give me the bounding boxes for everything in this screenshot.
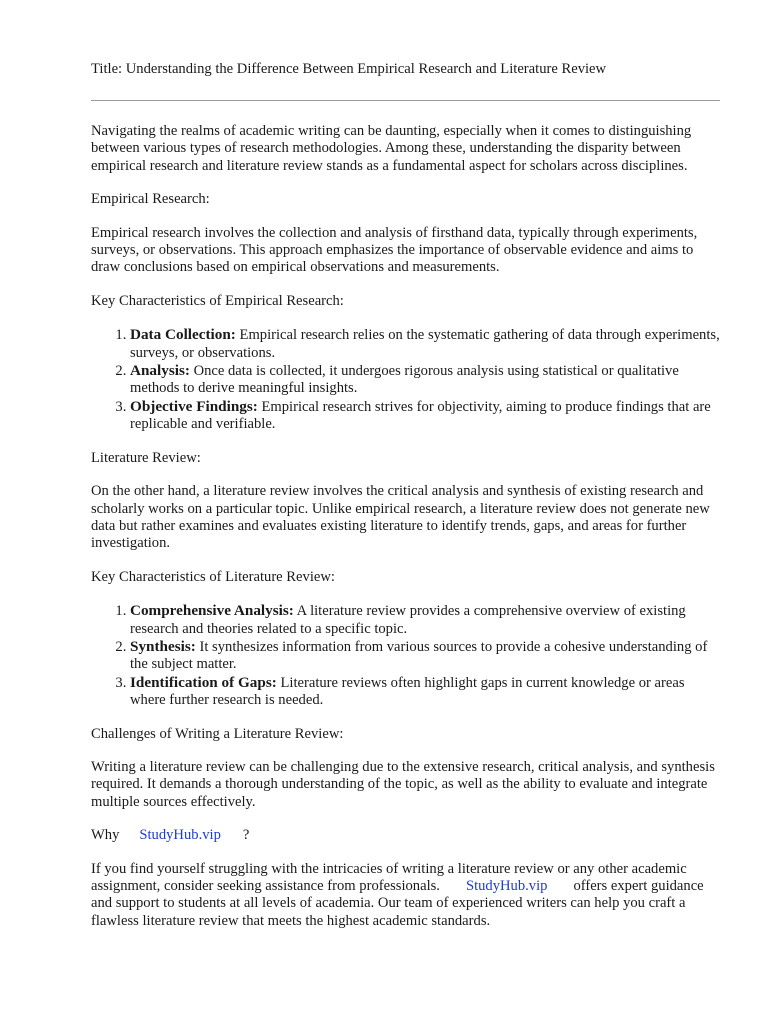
intro-paragraph: Navigating the realms of academic writing can be daunting, especially when it comes to distinguishing between various types of research methodologies. Among these, understanding the disparity between empirical research and literature review stands as a fundamental aspect for scholars across disciplines.: [91, 123, 692, 174]
why-line: [91, 827, 723, 844]
list-item-term: Identification of Gaps:: [130, 673, 277, 691]
list-item-text: Empirical research strives for objectivity, aiming to produce findings that are replicable and verifiable.: [130, 398, 711, 433]
list-item: [130, 638, 723, 674]
why-suffix: ?: [242, 827, 250, 844]
list-item-term: Comprehensive Analysis:: [130, 602, 294, 620]
list-item-term: Objective Findings:: [130, 397, 258, 415]
empirical-heading: Empirical Research:: [91, 191, 210, 208]
literature-characteristics-list: [91, 602, 723, 709]
list-item: [130, 674, 723, 710]
empirical-paragraph: Empirical research involves the collection and analysis of firsthand data, typically through experiments, surveys, or observations. This approach emphasizes the importance of observable evidence and aims to draw conclusions based on empirical observations and measurements.: [91, 224, 698, 276]
why-prefix: Why: [91, 827, 120, 844]
title-divider: [91, 100, 720, 101]
list-item: [130, 326, 723, 362]
literature-heading: Literature Review:: [91, 449, 201, 466]
list-item-term: Synthesis:: [130, 637, 196, 655]
list-item: [130, 398, 723, 434]
literature-list-heading: Key Characteristics of Literature Review:: [91, 568, 335, 585]
empirical-characteristics-list: [91, 326, 723, 433]
challenges-heading: Challenges of Writing a Literature Review:: [91, 725, 344, 742]
list-item-text: Literature reviews often highlight gaps in current knowledge or areas where further research is needed.: [130, 674, 685, 709]
empirical-list-heading: Key Characteristics of Empirical Research:: [91, 292, 344, 309]
document-title: Title: Understanding the Difference Between Empirical Research and Literature Review: [91, 61, 607, 77]
closing-text-before: If you find yourself struggling with the intricacies of writing a literature review or any other academic assignment, consider seeking assistance from professionals.: [91, 860, 687, 894]
list-item: [130, 602, 723, 638]
list-item-term: Data Collection:: [130, 326, 236, 344]
list-item: [130, 362, 723, 398]
studyhub-link-inline[interactable]: StudyHub.vip: [465, 878, 548, 894]
studyhub-link[interactable]: StudyHub.vip: [139, 827, 221, 844]
list-item-text: It synthesizes information from various sources to provide a cohesive understanding of the subject matter.: [130, 638, 708, 673]
list-item-text: Once data is collected, it undergoes rigorous analysis using statistical or qualitative methods to derive meaningful insights.: [130, 363, 679, 397]
document-body: [91, 123, 723, 946]
challenges-paragraph: Writing a literature review can be challenging due to the extensive research, critical analysis, and synthesis required. It demands a thorough understanding of the topic, as well as the ability to evaluate and integrate multiple sources effectively.: [91, 758, 715, 810]
closing-paragraph: [91, 861, 723, 931]
closing-text-after: offers expert guidance and support to students at all levels of academia. Our team of experienced writers can help you craft a flawless literature review that meets the highest academic standards.: [91, 878, 704, 929]
list-item-text: A literature review provides a comprehensive overview of existing research and theories related to a specific topic.: [130, 603, 686, 637]
literature-paragraph: On the other hand, a literature review involves the critical analysis and synthesis of existing research and scholarly works on a particular topic. Unlike empirical research, a literature review does not generate new data but rather examines and evaluates existing literature to identify trends, gaps, and areas for further investigation.: [91, 483, 710, 552]
list-item-term: Analysis:: [130, 362, 190, 380]
list-item-text: Empirical research relies on the systematic gathering of data through experiments, surveys, or observations.: [130, 327, 720, 361]
